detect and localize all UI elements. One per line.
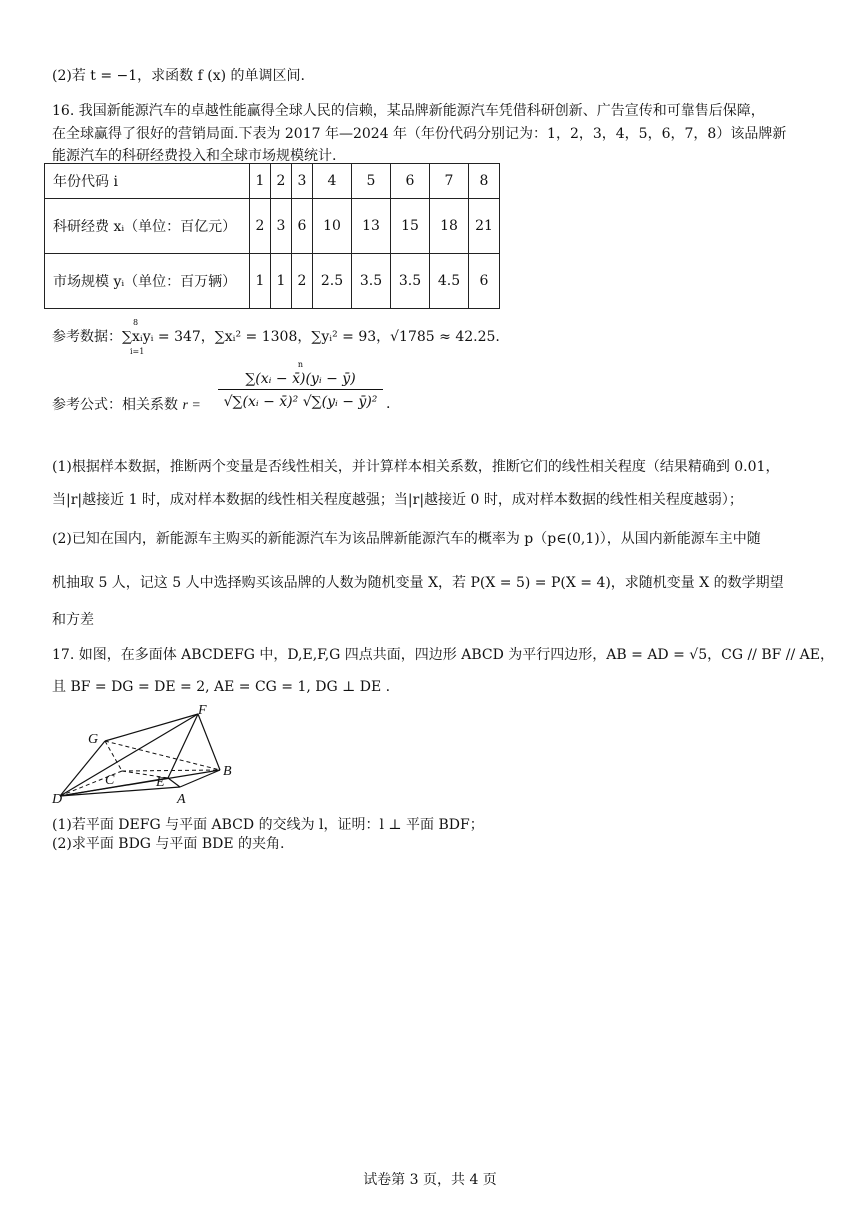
question-17-line-2: 且 BF = DG = DE = 2, AE = CG = 1, DG ⊥ DE . — [52, 679, 391, 695]
question-16-intro-line-2: 在全球赢得了很好的营销局面.下表为 2017 年—2024 年（年份代码分别记为：1，2，3，4，5，6，7，8）该品牌新 — [52, 126, 787, 142]
formula-label: 参考公式：相关系数 — [52, 397, 178, 413]
vertex-label-e: E — [156, 775, 165, 790]
question-16-part-2-line-3: 和方差 — [52, 612, 94, 628]
row-header: 年份代码 i — [45, 164, 250, 199]
table-row — [45, 199, 500, 254]
table-cell: 18 — [430, 199, 469, 254]
table-cell: 2 — [292, 254, 313, 309]
table-cell: 8 — [469, 164, 500, 199]
vertex-label-d: D — [52, 792, 63, 807]
row-header: 科研经费 xᵢ（单位：百亿元） — [45, 199, 250, 254]
table-cell: 5 — [352, 164, 391, 199]
table-cell: 2 — [271, 164, 292, 199]
table-cell: 21 — [469, 199, 500, 254]
table-cell: 6 — [469, 254, 500, 309]
question-16-part-1-line-1: (1)根据样本数据，推断两个变量是否线性相关，并计算样本相关系数，推断它们的线性相关程度（结果精确到 0.01， — [52, 459, 780, 475]
statistics-table — [44, 163, 500, 309]
table-cell: 3 — [292, 164, 313, 199]
table-cell: 3.5 — [352, 254, 391, 309]
question-17-part-2: (2)求平面 BDG 与平面 BDE 的夹角. — [52, 836, 285, 852]
question-16-intro-line-3: 能源汽车的科研经费投入和全球市场规模统计. — [52, 148, 337, 164]
table-cell: 3 — [271, 199, 292, 254]
question-15-part-2: (2)若 t = −1，求函数 f (x) 的单调区间. — [52, 68, 305, 84]
table-cell: 3.5 — [391, 254, 430, 309]
question-16-part-2-line-2: 机抽取 5 人，记这 5 人中选择购买该品牌的人数为随机变量 X，若 P(X = 5) = P(X = 4)，求随机变量 X 的数学期望 — [52, 575, 784, 591]
formula-upper-limit: n — [297, 360, 304, 369]
vertex-label-a: A — [177, 792, 186, 807]
table-cell: 4.5 — [430, 254, 469, 309]
correlation-formula — [218, 360, 383, 414]
table-row — [45, 254, 500, 309]
page-footer: 试卷第 3 页，共 4 页 — [363, 1172, 497, 1188]
reference-data-label: 参考数据： — [52, 329, 122, 345]
question-16-part-1-line-2: 当|r|越接近 1 时，成对样本数据的线性相关程度越强；当|r|越接近 0 时，成对样本数据的线性相关程度越弱）； — [52, 492, 743, 508]
formula-lhs: r = — [182, 398, 201, 413]
table-cell: 6 — [292, 199, 313, 254]
table-cell: 1 — [250, 164, 271, 199]
question-16-part-2-line-1: (2)已知在国内，新能源车主购买的新能源汽车为该品牌新能源汽车的概率为 p（p∈(0,1)），从国内新能源车主中随 — [52, 531, 761, 547]
formula-period: . — [386, 396, 391, 412]
sum-lower-limit: i=1 — [130, 347, 145, 356]
formula-denominator: √∑(xᵢ − x̄)² √∑(yᵢ − ȳ)² — [223, 394, 378, 410]
reference-data-values: ∑xᵢyᵢ = 347，∑xᵢ² = 1308，∑yᵢ² = 93，√1785 ≈ 42.25. — [122, 329, 500, 345]
question-17-line-1: 17. 如图，在多面体 ABCDEFG 中，D,E,F,G 四点共面，四边形 ABCD 为平行四边形，AB = AD = √5，CG // BF // AE， — [52, 647, 835, 663]
table-cell: 15 — [391, 199, 430, 254]
row-header: 市场规模 yᵢ（单位：百万辆） — [45, 254, 250, 309]
question-17-part-1: (1)若平面 DEFG 与平面 ABCD 的交线为 l，证明：l ⊥ 平面 BDF； — [52, 817, 484, 833]
polyhedron-figure — [50, 700, 250, 810]
formula-numerator: ∑(xᵢ − x̄)(yᵢ − ȳ) — [218, 369, 383, 390]
vertex-label-b: B — [223, 764, 232, 779]
vertex-label-c: C — [105, 773, 115, 788]
table-cell: 4 — [313, 164, 352, 199]
table-cell: 6 — [391, 164, 430, 199]
question-16-intro-line-1: 16. 我国新能源汽车的卓越性能赢得全球人民的信赖，某品牌新能源汽车凭借科研创新、广告宣传和可靠售后保障， — [52, 103, 765, 119]
table-cell: 7 — [430, 164, 469, 199]
reference-formula-label — [52, 395, 201, 416]
table-cell: 2.5 — [313, 254, 352, 309]
table-cell: 1 — [250, 254, 271, 309]
table-cell: 2 — [250, 199, 271, 254]
sum-upper-limit: 8 — [133, 318, 139, 327]
table-cell: 1 — [271, 254, 292, 309]
vertex-label-g: G — [88, 732, 99, 747]
table-cell: 13 — [352, 199, 391, 254]
table-cell: 10 — [313, 199, 352, 254]
vertex-label-f: F — [198, 703, 207, 718]
table-row — [45, 164, 500, 199]
reference-data — [52, 327, 500, 347]
